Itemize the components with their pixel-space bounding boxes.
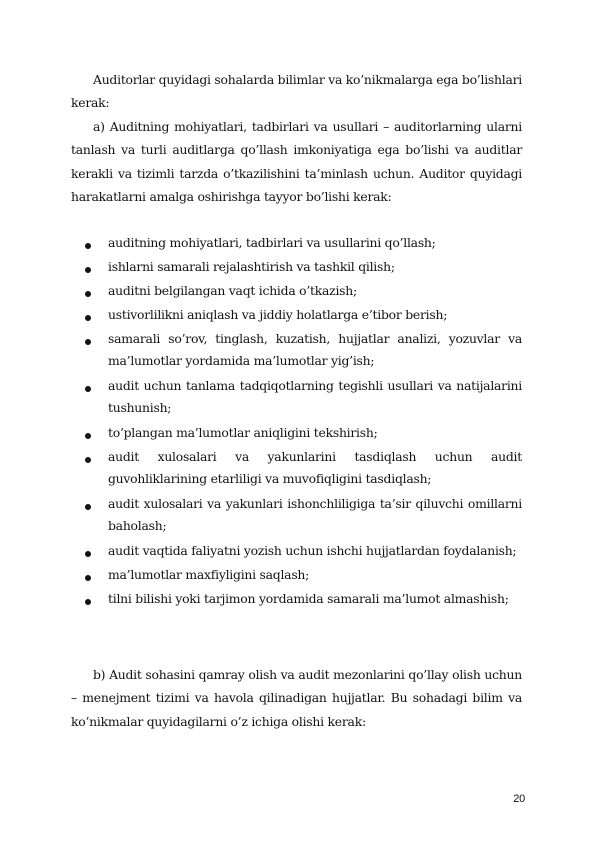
- bullet-icon: [85, 551, 91, 557]
- list-item-text: ma’lumotlar maxfiyligini saqlash;: [108, 567, 310, 582]
- list-item-text: auditni belgilangan vaqt ichida o’tkazish;: [108, 283, 357, 298]
- bullet-icon: [85, 433, 91, 439]
- intro-paragraph: Auditorlar quyidagi sohalarda bilimlar va ko’nikmalarga ega bo’lishlari kerak:: [71, 72, 522, 111]
- list-item-text: to’plangan ma’lumotlar aniqligini tekshirish;: [108, 425, 378, 440]
- bullet-icon: [85, 386, 91, 392]
- bullet-icon: [85, 267, 91, 273]
- bullet-icon: [85, 504, 91, 510]
- list-item-text: tilni bilishi yoki tarjimon yordamida samarali ma’lumot almashish;: [108, 591, 509, 606]
- list-item-text: audit xulosalari va yakunlari ishonchliligiga ta’sir qiluvchi omillarni baholash;: [108, 496, 522, 534]
- paragraph-a: a) Auditning mohiyatlari, tadbirlari va usullari – auditorlarning ularni tanlash va turli auditlarga qo’llash imkoniyatiga ega bo’lishi va auditlar kerakli va tizimli tarzda o’tkazilishini ta’minlash uchun. Auditor quyidagi harakatlarni amalga oshirishga tayyor bo’lishi kerak:: [71, 119, 522, 205]
- list-item-text: samarali so’rov, tinglash, kuzatish, hujjatlar analizi, yozuvlar va ma’lumotlar yordamida ma’lumotlar yig’ish;: [108, 331, 522, 369]
- bullet-icon: [85, 243, 91, 249]
- bullet-icon: [85, 315, 91, 321]
- list-item-text: auditning mohiyatlari, tadbirlari va usullarini qo’llash;: [108, 235, 436, 250]
- page-number: 20: [513, 793, 525, 805]
- paragraph-b: b) Audit sohasini qamray olish va audit mezonlarini qo’llay olish uchun – menejment tizimi va havola qilinadigan hujjatlar. Bu sohadagi bilim va ko’nikmalar quyidagilarni o’z ichiga olishi kerak:: [71, 667, 522, 729]
- bullet-icon: [85, 457, 91, 463]
- bullet-icon: [85, 291, 91, 297]
- list-item-text: audit xulosalari va yakunlarini tasdiqlash uchun audit guvohliklarining etarliligi va muvofiqligini tasdiqlash;: [108, 449, 522, 487]
- bullet-icon: [85, 575, 91, 581]
- list-item-text: ishlarni samarali rejalashtirish va tashkil qilish;: [108, 259, 395, 274]
- list-item-text: audit uchun tanlama tadqiqotlarning tegishli usullari va natijalarini tushunish;: [108, 378, 522, 416]
- bullet-icon: [85, 339, 91, 345]
- list-item-text: ustivorlilikni aniqlash va jiddiy holatlarga e’tibor berish;: [108, 307, 448, 322]
- bullet-icon: [85, 599, 91, 605]
- list-item-text: audit vaqtida faliyatni yozish uchun ishchi hujjatlardan foydalanish;: [108, 543, 517, 558]
